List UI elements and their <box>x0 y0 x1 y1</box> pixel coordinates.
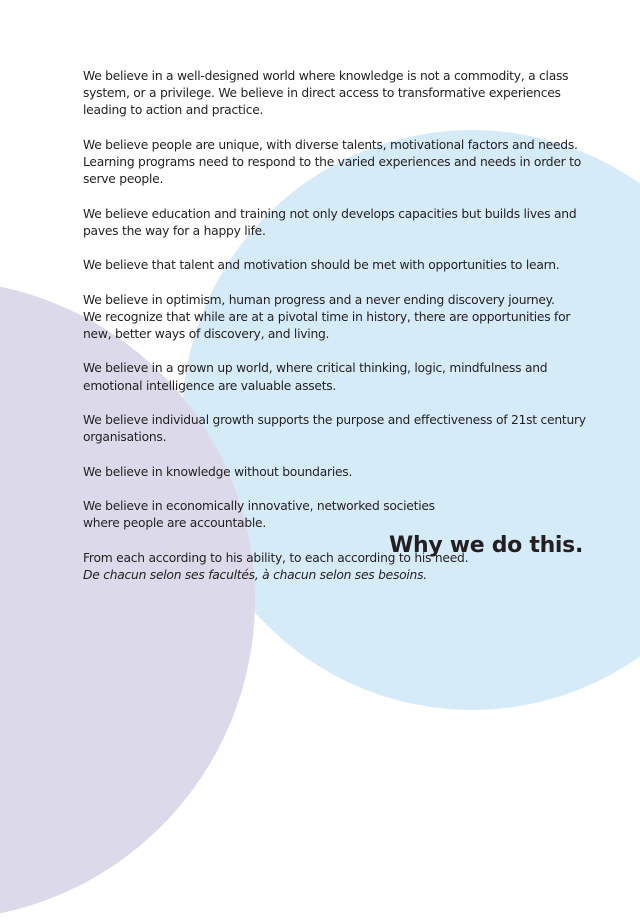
paragraph-individual-growth <box>83 412 586 446</box>
text-line: paves the way for a happy life. <box>83 223 266 238</box>
text-line: We believe in a well-designed world where knowledge is not a commodity, a class <box>83 69 569 83</box>
paragraph-knowledge-boundaries <box>83 464 583 481</box>
paragraph-talent-motivation <box>83 257 583 274</box>
text-line: We recognize that while are at a pivotal time in history, there are opportunities for <box>83 309 571 324</box>
manifesto-text <box>83 68 586 584</box>
text-line: We believe that talent and motivation should be met with opportunities to learn. <box>83 258 560 273</box>
quote-french: De chacun selon ses facultés, à chacun selon ses besoins. <box>83 567 427 582</box>
text-line: system, or a privilege. We believe in direct access to transformative experiences <box>83 86 561 101</box>
headline: Why we do this. <box>389 533 584 558</box>
text-line: We believe in knowledge without boundaries. <box>83 464 353 479</box>
text-line: where people are accountable. <box>83 516 267 531</box>
paragraph-grown-up-world <box>83 360 583 394</box>
text-line: We believe education and training not only develops capacities but builds lives and <box>83 206 577 221</box>
paragraph-networked-societies <box>83 498 583 532</box>
text-line: We believe in economically innovative, networked societies <box>83 498 435 513</box>
text-line: We believe individual growth supports the purpose and effectiveness of 21st century <box>83 412 586 427</box>
quote-english: From each according to his ability, to each according to his need. <box>83 550 469 565</box>
paragraph-optimism <box>83 292 583 344</box>
text-line: organisations. <box>83 430 167 445</box>
text-line: We believe in optimism, human progress and a never ending discovery journey. <box>83 292 555 307</box>
text-line: leading to action and practice. <box>83 103 264 118</box>
paragraph-knowledge-access <box>83 68 583 120</box>
text-line: We believe in a grown up world, where critical thinking, logic, mindfulness and <box>83 361 548 376</box>
paragraph-education-training <box>83 206 583 240</box>
paragraph-people-unique <box>83 137 583 189</box>
text-line: new, better ways of discovery, and living. <box>83 326 330 341</box>
text-line: serve people. <box>83 172 164 187</box>
text-line: Learning programs need to respond to the varied experiences and needs in order to <box>83 155 581 169</box>
text-line: We believe people are unique, with diverse talents, motivational factors and needs. <box>83 137 578 152</box>
text-line: emotional intelligence are valuable assets. <box>83 378 337 393</box>
